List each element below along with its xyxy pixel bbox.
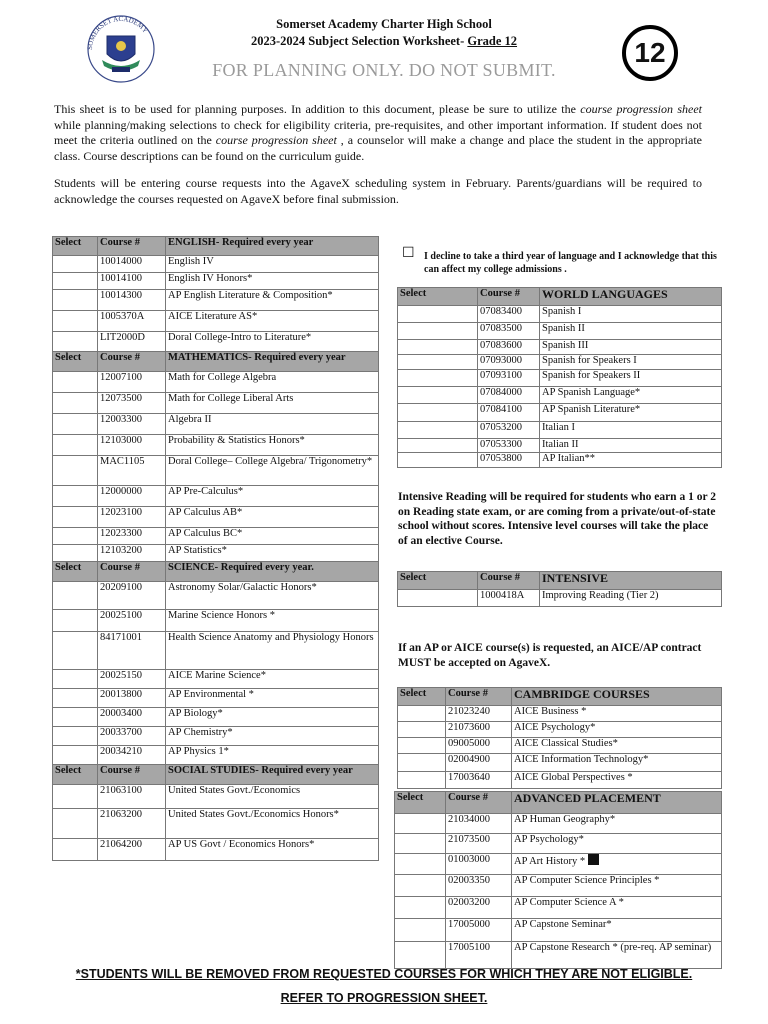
- course-name: AP US Govt / Economics Honors*: [166, 839, 379, 861]
- decline-checkbox[interactable]: [402, 245, 415, 262]
- course-name: Spanish I: [540, 306, 722, 323]
- course-row: [53, 528, 379, 545]
- course-number: 02003200: [446, 897, 512, 919]
- course-number: 20034210: [98, 746, 166, 765]
- course-row: [395, 942, 722, 969]
- course-row: [53, 372, 379, 393]
- intensive-section-title: INTENSIVE: [540, 572, 722, 590]
- course-row: [398, 370, 722, 387]
- course-name: Marine Science Honors *: [166, 610, 379, 632]
- course-row: [398, 387, 722, 404]
- course-name: Doral College– College Algebra/ Trigonometry*: [166, 456, 379, 486]
- select-cell[interactable]: [53, 582, 98, 610]
- course-number: 02004900: [446, 754, 512, 772]
- footer-warning: [0, 967, 768, 981]
- course-row: [53, 273, 379, 290]
- course-number: 20013800: [98, 689, 166, 708]
- course-name: United States Govt./Economics Honors*: [166, 809, 379, 839]
- course-number: 07084000: [478, 387, 540, 404]
- course-row: [398, 722, 722, 738]
- worksheet-title-text: 2023-2024 Subject Selection Worksheet-: [250, 34, 465, 48]
- course-name: AP English Literature & Composition*: [166, 290, 379, 311]
- course-name: AP Computer Science Principles *: [512, 875, 722, 897]
- course-name: Doral College-Intro to Literature*: [166, 332, 379, 352]
- course-number: 12003300: [98, 414, 166, 435]
- science-section-title: SCIENCE- Required every year.: [166, 562, 379, 582]
- course-row: [53, 727, 379, 746]
- course-number: 12007100: [98, 372, 166, 393]
- select-cell[interactable]: [398, 754, 446, 772]
- course-row: [53, 256, 379, 273]
- course-row: [53, 311, 379, 332]
- select-cell[interactable]: [53, 839, 98, 861]
- course-name: Italian I: [540, 422, 722, 439]
- course-name: Spanish for Speakers I: [540, 355, 722, 370]
- course-number: 07093000: [478, 355, 540, 370]
- course-name: AICE Global Perspectives *: [512, 772, 722, 789]
- select-cell[interactable]: [53, 311, 98, 332]
- course-number-header: Course #: [446, 688, 512, 706]
- planning-notice: FOR PLANNING ONLY. DO NOT SUBMIT.: [212, 60, 556, 80]
- course-name: AICE Information Technology*: [512, 754, 722, 772]
- select-column-header: Select: [53, 237, 98, 256]
- footer-line-2: REFER TO PROGRESSION SHEET.: [280, 991, 488, 1005]
- course-row: [53, 632, 379, 670]
- course-number: 10014000: [98, 256, 166, 273]
- course-row: [53, 290, 379, 311]
- course-row: [395, 834, 722, 854]
- course-row: [53, 785, 379, 809]
- cambridge-section-title: CAMBRIDGE COURSES: [512, 688, 722, 706]
- course-number: LIT2000D: [98, 332, 166, 352]
- course-row: [53, 809, 379, 839]
- course-row: [398, 738, 722, 754]
- course-number-header: Course #: [446, 792, 512, 814]
- course-number: 1000418A: [478, 590, 540, 607]
- course-number: 21034000: [446, 814, 512, 834]
- select-column-header: Select: [395, 792, 446, 814]
- select-cell[interactable]: [398, 355, 478, 370]
- course-number: 21063200: [98, 809, 166, 839]
- ap-header-row: [395, 792, 722, 814]
- checkbox-icon: ☐: [402, 246, 415, 261]
- course-number: 02003350: [446, 875, 512, 897]
- intensive-header-row: [398, 572, 722, 590]
- course-row: [398, 590, 722, 607]
- social-header-row: [53, 765, 379, 785]
- select-cell[interactable]: [53, 414, 98, 435]
- course-row: [395, 897, 722, 919]
- select-cell[interactable]: [398, 590, 478, 607]
- select-cell[interactable]: [395, 919, 446, 942]
- advanced-placement-table: [394, 791, 722, 969]
- cambridge-table: [397, 687, 722, 789]
- footer-line-1: *STUDENTS WILL BE REMOVED FROM REQUESTED COURSES FOR WHICH THEY ARE NOT ELIGIBLE.: [75, 967, 693, 981]
- course-name: AP Capstone Research * (pre-req. AP seminar): [512, 942, 722, 969]
- select-cell[interactable]: [53, 727, 98, 746]
- course-row: [53, 839, 379, 861]
- select-cell[interactable]: [53, 632, 98, 670]
- course-row: [398, 340, 722, 355]
- course-number-header: Course #: [98, 765, 166, 785]
- select-cell[interactable]: [53, 689, 98, 708]
- intensive-table: [397, 571, 722, 607]
- course-number: 17005000: [446, 919, 512, 942]
- course-name: Spanish III: [540, 340, 722, 355]
- science-header-row: [53, 562, 379, 582]
- grade-badge-number: 12: [634, 37, 666, 68]
- course-name: AP Art History *: [512, 854, 722, 875]
- math-header-row: [53, 352, 379, 372]
- course-name: AP Human Geography*: [512, 814, 722, 834]
- intro-text: , a counselor will make a change and place the student in the appropriate class. Course descriptions can be found on the curriculum guide.: [54, 133, 702, 163]
- aice-contract-note: If an AP or AICE course(s) is requested, an AICE/AP contract MUST be accepted on AgaveX.: [398, 642, 702, 669]
- select-cell[interactable]: [53, 708, 98, 727]
- course-row: [53, 507, 379, 528]
- select-cell[interactable]: [53, 456, 98, 486]
- intro-text: while planning/making selections to check for eligibility criteria, pre-requisites, and other important information. If student does not meet the criteria outlined on the: [54, 117, 702, 147]
- select-cell[interactable]: [398, 306, 478, 323]
- course-row: [398, 404, 722, 422]
- select-cell[interactable]: [53, 809, 98, 839]
- select-column-header: Select: [53, 562, 98, 582]
- course-name: English IV: [166, 256, 379, 273]
- select-cell[interactable]: [398, 453, 478, 468]
- footer-reference: [0, 991, 768, 1005]
- course-number: 12103000: [98, 435, 166, 456]
- course-name: Spanish II: [540, 323, 722, 340]
- course-name: AICE Psychology*: [512, 722, 722, 738]
- course-row: [395, 919, 722, 942]
- course-row: [395, 854, 722, 875]
- course-row: [398, 754, 722, 772]
- select-cell[interactable]: [53, 528, 98, 545]
- select-column-header: Select: [398, 288, 478, 306]
- intensive-reading-note: Intensive Reading will be required for students who earn a 1 or 2 on Reading state exam, or are coming from a private/out-of-state school without scores. Intensive level courses will take the place of an elective Course.: [398, 491, 716, 547]
- intro-text: This sheet is to be used for planning purposes. In addition to this document, please be sure to utilize the: [54, 102, 581, 116]
- course-name: AP Italian**: [540, 453, 722, 468]
- course-number: 17003640: [446, 772, 512, 789]
- course-name: Astronomy Solar/Galactic Honors*: [166, 582, 379, 610]
- select-cell[interactable]: [398, 387, 478, 404]
- select-cell[interactable]: [53, 486, 98, 507]
- course-row: [53, 414, 379, 435]
- course-number: 21064200: [98, 839, 166, 861]
- select-cell[interactable]: [53, 393, 98, 414]
- course-number: 07083600: [478, 340, 540, 355]
- course-row: [53, 708, 379, 727]
- course-row: [53, 332, 379, 352]
- course-row: [53, 670, 379, 689]
- course-name: AP Spanish Literature*: [540, 404, 722, 422]
- course-number: 10014100: [98, 273, 166, 290]
- course-name: Math for College Liberal Arts: [166, 393, 379, 414]
- course-number: 21063100: [98, 785, 166, 809]
- course-name: AP Environmental *: [166, 689, 379, 708]
- intro-italic: course progression sheet: [215, 133, 337, 147]
- select-cell[interactable]: [53, 372, 98, 393]
- course-row: [398, 453, 722, 468]
- course-row: [398, 439, 722, 453]
- course-name: AP Chemistry*: [166, 727, 379, 746]
- select-cell[interactable]: [398, 422, 478, 439]
- select-cell[interactable]: [53, 785, 98, 809]
- course-number: 07053300: [478, 439, 540, 453]
- select-cell[interactable]: [53, 273, 98, 290]
- course-number-header: Course #: [98, 562, 166, 582]
- select-cell[interactable]: [395, 834, 446, 854]
- course-name: AP Capstone Seminar*: [512, 919, 722, 942]
- course-name: Math for College Algebra: [166, 372, 379, 393]
- course-row: [53, 545, 379, 562]
- languages-section-title: WORLD LANGUAGES: [540, 288, 722, 306]
- course-name: Probability & Statistics Honors*: [166, 435, 379, 456]
- select-cell[interactable]: [53, 545, 98, 562]
- ap-section-title: ADVANCED PLACEMENT: [512, 792, 722, 814]
- grade-badge: [622, 25, 678, 81]
- select-cell[interactable]: [53, 746, 98, 765]
- course-name: Health Science Anatomy and Physiology Honors: [166, 632, 379, 670]
- select-cell[interactable]: [395, 814, 446, 834]
- course-number: 07053200: [478, 422, 540, 439]
- grade-label: Grade 12: [467, 34, 518, 48]
- course-number: 07084100: [478, 404, 540, 422]
- logo-top-text: SOMERSET ACADEMY: [85, 14, 150, 51]
- course-name: United States Govt./Economics: [166, 785, 379, 809]
- math-section-title: MATHEMATICS- Required every year: [166, 352, 379, 372]
- english-section-title: ENGLISH- Required every year: [166, 237, 379, 256]
- course-number: 07093100: [478, 370, 540, 387]
- course-name: AP Calculus AB*: [166, 507, 379, 528]
- select-column-header: Select: [398, 688, 446, 706]
- course-row: [398, 323, 722, 340]
- course-number: 20025150: [98, 670, 166, 689]
- select-cell[interactable]: [398, 722, 446, 738]
- intro-paragraph-1: [54, 102, 702, 164]
- course-number: 20003400: [98, 708, 166, 727]
- select-column-header: Select: [398, 572, 478, 590]
- course-row: [398, 355, 722, 370]
- select-cell[interactable]: [398, 340, 478, 355]
- intro-italic: course progression sheet: [580, 102, 702, 116]
- course-name: AICE Business *: [512, 706, 722, 722]
- course-number: 12023300: [98, 528, 166, 545]
- course-number: 21073600: [446, 722, 512, 738]
- course-number: 09005000: [446, 738, 512, 754]
- select-cell[interactable]: [53, 290, 98, 311]
- course-row: [395, 875, 722, 897]
- course-number: 10014300: [98, 290, 166, 311]
- course-number: 20209100: [98, 582, 166, 610]
- select-cell[interactable]: [395, 942, 446, 969]
- select-cell[interactable]: [53, 435, 98, 456]
- select-cell[interactable]: [53, 610, 98, 632]
- select-cell[interactable]: [395, 854, 446, 875]
- course-row: [53, 486, 379, 507]
- course-number: 17005100: [446, 942, 512, 969]
- course-name: AP Calculus BC*: [166, 528, 379, 545]
- course-number: 12103200: [98, 545, 166, 562]
- course-number: 21023240: [446, 706, 512, 722]
- course-name: Spanish for Speakers II: [540, 370, 722, 387]
- course-name: AICE Classical Studies*: [512, 738, 722, 754]
- select-cell[interactable]: [398, 370, 478, 387]
- select-cell[interactable]: [53, 507, 98, 528]
- course-number-header: Course #: [98, 237, 166, 256]
- course-name: AP Physics 1*: [166, 746, 379, 765]
- course-number: 20025100: [98, 610, 166, 632]
- select-cell[interactable]: [398, 706, 446, 722]
- course-number: 12073500: [98, 393, 166, 414]
- world-languages-table: [397, 287, 722, 468]
- cambridge-header-row: [398, 688, 722, 706]
- select-cell[interactable]: [398, 439, 478, 453]
- course-name: Improving Reading (Tier 2): [540, 590, 722, 607]
- select-cell[interactable]: [53, 332, 98, 352]
- english-header-row: [53, 237, 379, 256]
- select-cell[interactable]: [398, 772, 446, 789]
- select-cell[interactable]: [53, 670, 98, 689]
- course-number: 07053800: [478, 453, 540, 468]
- course-row: [53, 689, 379, 708]
- course-number-header: Course #: [478, 288, 540, 306]
- course-number: 12023100: [98, 507, 166, 528]
- course-number: 20033700: [98, 727, 166, 746]
- course-number-header: Course #: [98, 352, 166, 372]
- social-section-title: SOCIAL STUDIES- Required every year: [166, 765, 379, 785]
- course-number: 21073500: [446, 834, 512, 854]
- course-name: AP Statistics*: [166, 545, 379, 562]
- course-name: AICE Literature AS*: [166, 311, 379, 332]
- select-cell[interactable]: [395, 875, 446, 897]
- course-name: AP Biology*: [166, 708, 379, 727]
- course-name: AP Pre-Calculus*: [166, 486, 379, 507]
- course-row: [395, 814, 722, 834]
- course-row: [53, 435, 379, 456]
- course-number: 07083500: [478, 323, 540, 340]
- course-name: AP Psychology*: [512, 834, 722, 854]
- course-row: [53, 456, 379, 486]
- select-cell[interactable]: [398, 404, 478, 422]
- course-row: [398, 306, 722, 323]
- course-row: [53, 393, 379, 414]
- course-name: AICE Marine Science*: [166, 670, 379, 689]
- decline-language-text: I decline to take a third year of language and I acknowledge that this can affect my college admissions .: [424, 251, 717, 275]
- course-row: [398, 772, 722, 789]
- course-number-header: Course #: [478, 572, 540, 590]
- course-number: 12000000: [98, 486, 166, 507]
- course-number: 84171001: [98, 632, 166, 670]
- course-number: 1005370A: [98, 311, 166, 332]
- languages-header-row: [398, 288, 722, 306]
- course-row: [53, 582, 379, 610]
- course-name: AP Computer Science A *: [512, 897, 722, 919]
- school-name: Somerset Academy Charter High School: [276, 17, 492, 31]
- course-row: [398, 706, 722, 722]
- course-number: MAC1105: [98, 456, 166, 486]
- course-name: English IV Honors*: [166, 273, 379, 290]
- select-cell[interactable]: [398, 323, 478, 340]
- course-row: [398, 422, 722, 439]
- course-name: Italian II: [540, 439, 722, 453]
- course-name: Algebra II: [166, 414, 379, 435]
- course-name: AP Spanish Language*: [540, 387, 722, 404]
- select-column-header: Select: [53, 765, 98, 785]
- select-cell[interactable]: [395, 897, 446, 919]
- select-cell[interactable]: [398, 738, 446, 754]
- course-number: 01003000: [446, 854, 512, 875]
- course-row: [53, 746, 379, 765]
- course-number: 07083400: [478, 306, 540, 323]
- intro-paragraph-2: Students will be entering course requests into the AgaveX scheduling system in February. Parents/guardians will be required to acknowledge the courses requested on AgaveX before final submission.: [54, 176, 702, 206]
- left-course-table: [52, 236, 379, 861]
- select-cell[interactable]: [53, 256, 98, 273]
- course-row: [53, 610, 379, 632]
- select-column-header: Select: [53, 352, 98, 372]
- redacted-mark: [588, 854, 599, 865]
